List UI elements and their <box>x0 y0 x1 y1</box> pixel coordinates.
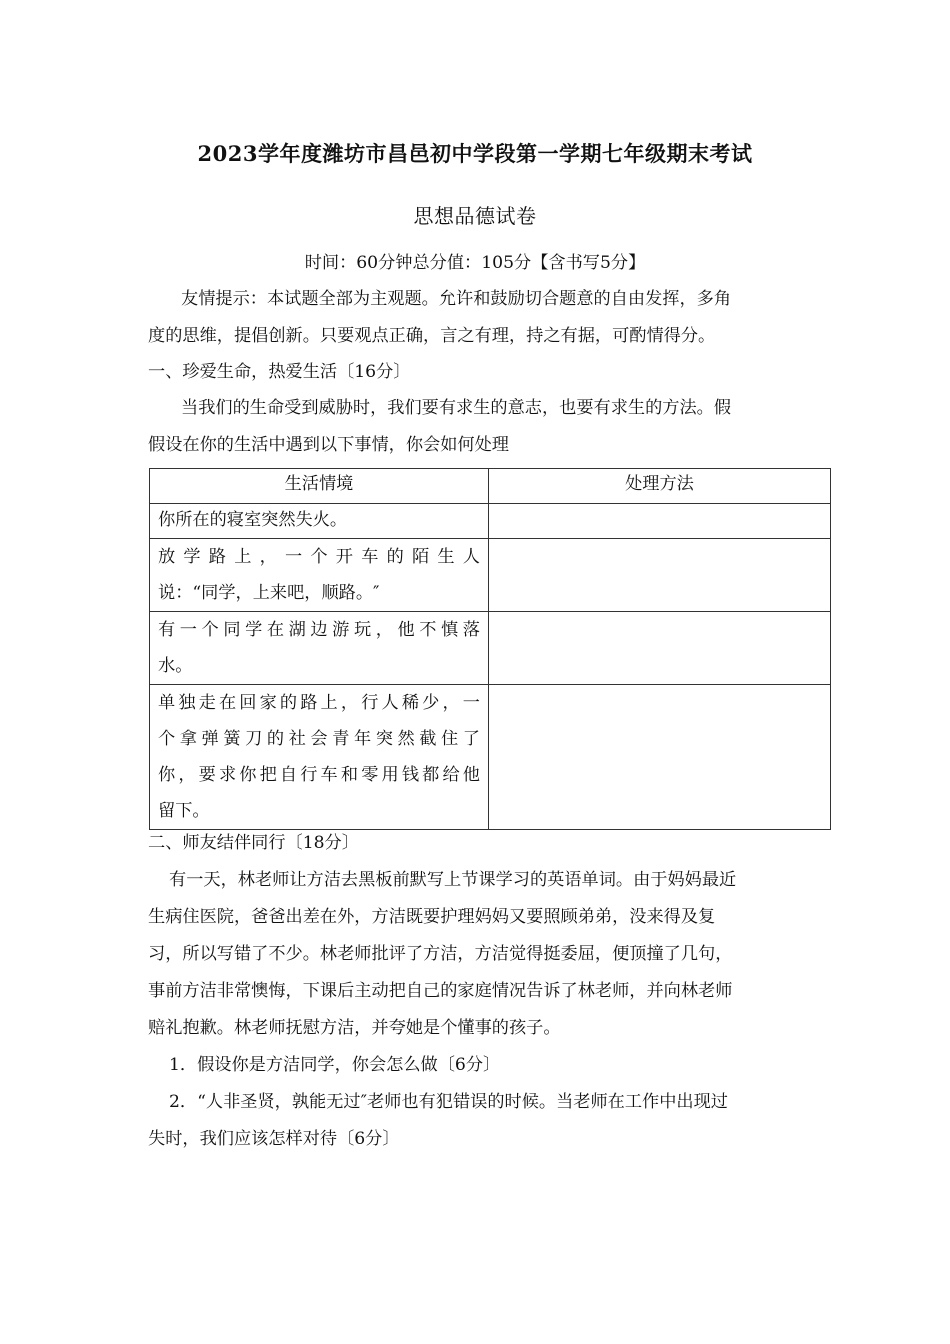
situation-cell <box>150 612 489 685</box>
question-2-line-2: 失时，我们应该怎样对待〔6分〕 <box>148 1129 400 1149</box>
section2-heading: 二、师友结伴同行〔18分〕 <box>148 833 359 853</box>
situation-text: 放学路上，一个开车的陌生人 <box>158 547 480 567</box>
answer-cell[interactable] <box>489 612 831 685</box>
story-line-1: 有一天，林老师让方洁去黑板前默写上节课学习的英语单词。由于妈妈最近 <box>169 870 737 890</box>
situation-text: 水。 <box>158 656 193 676</box>
question-1: 1．假设你是方洁同学，你会怎么做〔6分〕 <box>169 1055 501 1075</box>
story-line-4: 事前方洁非常懊悔，下课后主动把自己的家庭情况告诉了林老师，并向林老师 <box>148 981 733 1001</box>
situation-cell <box>150 539 489 612</box>
exam-title: 2023学年度潍坊市昌邑初中学段第一学期七年级期末考试 <box>197 141 753 166</box>
table-header-row <box>150 469 831 504</box>
situation-cell <box>150 685 489 830</box>
intro-line-1: 友情提示：本试题全部为主观题。允许和鼓励切合题意的自由发挥，多角 <box>181 289 732 309</box>
question-2-line-1: 2．“人非圣贤，孰能无过″老师也有犯错误的时候。当老师在工作中出现过 <box>169 1092 728 1112</box>
column-header-method: 处理方法 <box>489 469 831 504</box>
intro-line-2: 度的思维，提倡创新。只要观点正确，言之有理，持之有据，可酌情得分。 <box>148 326 716 346</box>
story-line-3: 习，所以写错了不少。林老师批评了方洁，方洁觉得挺委屈，便顶撞了几句， <box>148 944 733 964</box>
table-row <box>150 504 831 539</box>
section1-para-line-2: 假设在你的生活中遇到以下事情，你会如何处理 <box>148 435 509 455</box>
exam-subtitle: 思想品德试卷 <box>413 204 537 228</box>
situation-text: 说：“同学，上来吧，顺路。″ <box>158 583 380 603</box>
situation-text: 个拿弹簧刀的社会青年突然截住了 <box>158 729 480 749</box>
situations-table <box>149 468 831 830</box>
table-row <box>150 612 831 685</box>
story-line-2: 生病住医院，爸爸出差在外，方洁既要护理妈妈又要照顾弟弟，没来得及复 <box>148 907 716 927</box>
answer-cell[interactable] <box>489 685 831 830</box>
situation-text: 留下。 <box>158 801 210 821</box>
table-row <box>150 539 831 612</box>
situation-cell <box>150 504 489 539</box>
situation-text: 有一个同学在湖边游玩，他不慎落 <box>158 620 480 640</box>
exam-info: 时间：60分钟总分值：105分【含书写5分】 <box>304 253 646 273</box>
answer-cell[interactable] <box>489 539 831 612</box>
situation-text: 你，要求你把自行车和零用钱都给他 <box>158 765 480 785</box>
answer-cell[interactable] <box>489 504 831 539</box>
situation-text: 你所在的寝室突然失火。 <box>158 510 348 530</box>
column-header-situation: 生活情境 <box>150 469 489 504</box>
section1-para-line-1: 当我们的生命受到威胁时，我们要有求生的意志，也要有求生的方法。假 <box>181 398 732 418</box>
story-line-5: 赔礼抱歉。林老师抚慰方洁，并夸她是个懂事的孩子。 <box>148 1018 561 1038</box>
situation-text: 单独走在回家的路上，行人稀少，一 <box>158 693 480 713</box>
table-row <box>150 685 831 830</box>
section1-heading: 一、珍爱生命，热爱生活〔16分〕 <box>148 362 411 382</box>
